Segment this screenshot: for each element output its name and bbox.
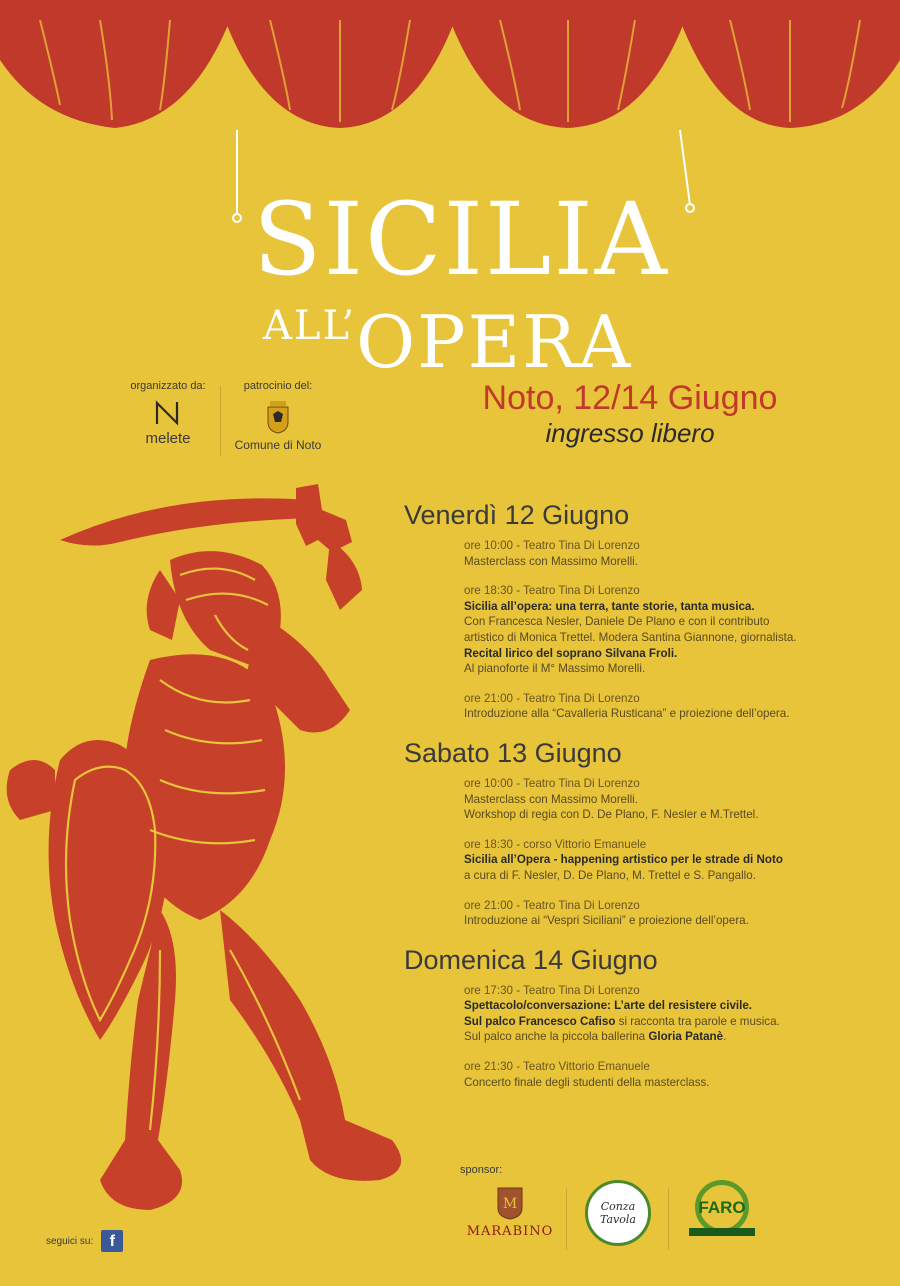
event	[464, 1059, 874, 1090]
warrior-illustration	[0, 480, 440, 1240]
marabino-logo-icon	[495, 1186, 525, 1220]
faro-logo-icon	[687, 1180, 757, 1240]
patronage-label: patrocinio del:	[243, 380, 313, 392]
svg-text:M: M	[502, 1196, 518, 1212]
event-line: Concerto finale degli studenti della masterclass.	[464, 1075, 710, 1089]
event-time: ore 10:00 - Teatro Tina Di Lorenzo	[464, 776, 640, 790]
event-line: artistico di Monica Trettel. Modera Santina Giannone, giornalista.	[464, 630, 797, 644]
social-label: seguici su:	[46, 1235, 94, 1247]
sponsor-divider	[668, 1188, 669, 1250]
title-line-opera	[263, 290, 633, 384]
patron-block	[228, 380, 328, 452]
event-time: ore 21:00 - Teatro Tina Di Lorenzo	[464, 691, 640, 705]
event	[464, 837, 874, 884]
day-title: Domenica 14 Giugno	[404, 944, 658, 975]
sponsor-faro	[682, 1180, 762, 1240]
sponsor-label: sponsor:	[460, 1164, 503, 1176]
day-schedule	[404, 498, 874, 722]
coat-of-arms-icon	[265, 400, 291, 434]
organizer-name: melete	[145, 430, 191, 447]
event-time: ore 21:00 - Teatro Tina Di Lorenzo	[464, 898, 640, 912]
event-time: ore 21:30 - Teatro Vittorio Emanuele	[464, 1060, 650, 1074]
event	[464, 583, 874, 677]
title-line-sicilia: SICILIA	[253, 181, 670, 298]
sponsor-marabino	[460, 1180, 560, 1239]
organized-label: organizzato da:	[130, 380, 206, 392]
event-line: Workshop di regia con D. De Plano, F. Nesler e M.Trettel.	[464, 808, 759, 822]
sponsor-name: FARO	[698, 1198, 746, 1217]
event-line: Con Francesca Nesler, Daniele De Plano e con il contributo	[464, 615, 770, 629]
event-line: Introduzione ai “Vespri Siciliani” e proiezione dell’opera.	[464, 914, 749, 928]
day-schedule	[404, 736, 874, 929]
free-entry: ingresso libero	[545, 418, 715, 448]
title-opera-word: OPERA	[356, 300, 633, 384]
event-line: Spettacolo/conversazione: L’arte del resistere civile.	[464, 999, 753, 1013]
event	[464, 983, 874, 1045]
event-segment: Gloria Patanè	[648, 1030, 724, 1044]
facebook-icon[interactable]: f	[101, 1230, 123, 1252]
event-time: ore 18:30 - Teatro Tina Di Lorenzo	[464, 584, 640, 598]
event-segment: Sul palco Francesco Cafiso	[464, 1014, 616, 1028]
event-line	[464, 1029, 874, 1045]
event-time: ore 10:00 - Teatro Tina Di Lorenzo	[464, 539, 640, 552]
title-all: ALL’	[263, 303, 357, 349]
event-segment: .	[723, 1030, 727, 1044]
event-line: Introduzione alla “Cavalleria Rusticana” e proiezione dell’opera.	[464, 707, 790, 721]
event	[464, 691, 874, 722]
day-title: Sabato 13 Giugno	[404, 737, 622, 768]
event	[464, 898, 874, 929]
event-line: Al pianoforte il M° Massimo Morelli.	[464, 662, 646, 676]
event-segment: Sul palco anche la piccola ballerina	[464, 1030, 649, 1044]
sponsors	[460, 1180, 760, 1260]
organizers	[118, 380, 328, 460]
conza-logo-icon	[585, 1180, 651, 1246]
melete-logo-icon	[153, 400, 183, 426]
day-title: Venerdì 12 Giugno	[404, 500, 630, 530]
patron-name: Comune di Noto	[234, 438, 322, 452]
sponsor-conza-tavola	[578, 1180, 658, 1246]
event-line: Sicilia all’opera: una terra, tante storie, tanta musica.	[464, 599, 755, 613]
organizer-block	[118, 380, 218, 447]
sponsor-name: MARABINO	[466, 1224, 554, 1239]
subtitle-block	[440, 378, 820, 448]
event-line: Recital lirico del soprano Silvana Froli.	[464, 646, 678, 660]
event-line	[464, 1014, 874, 1030]
place-date: Noto, 12/14 Giugno	[482, 379, 778, 417]
event	[464, 776, 874, 823]
sponsor-divider	[566, 1188, 567, 1250]
day-schedule	[404, 943, 874, 1091]
poster-title	[235, 181, 755, 384]
event-line: Masterclass con Massimo Morelli.	[464, 554, 638, 568]
event-line: Masterclass con Massimo Morelli.	[464, 792, 638, 806]
event-segment: si racconta tra parole e musica.	[615, 1014, 780, 1028]
event	[464, 538, 874, 569]
event-time: ore 18:30 - corso Vittorio Emanuele	[464, 837, 647, 851]
program	[404, 498, 874, 1104]
event-line: Sicilia all’Opera - happening artistico per le strade di Noto	[464, 853, 783, 867]
event-line: a cura di F. Nesler, D. De Plano, M. Trettel e S. Pangallo.	[464, 868, 756, 882]
organizer-divider	[220, 386, 221, 456]
event-time: ore 17:30 - Teatro Tina Di Lorenzo	[464, 983, 640, 997]
sponsor-name: Conza Tavola	[600, 1200, 636, 1226]
social-links	[46, 1230, 123, 1252]
